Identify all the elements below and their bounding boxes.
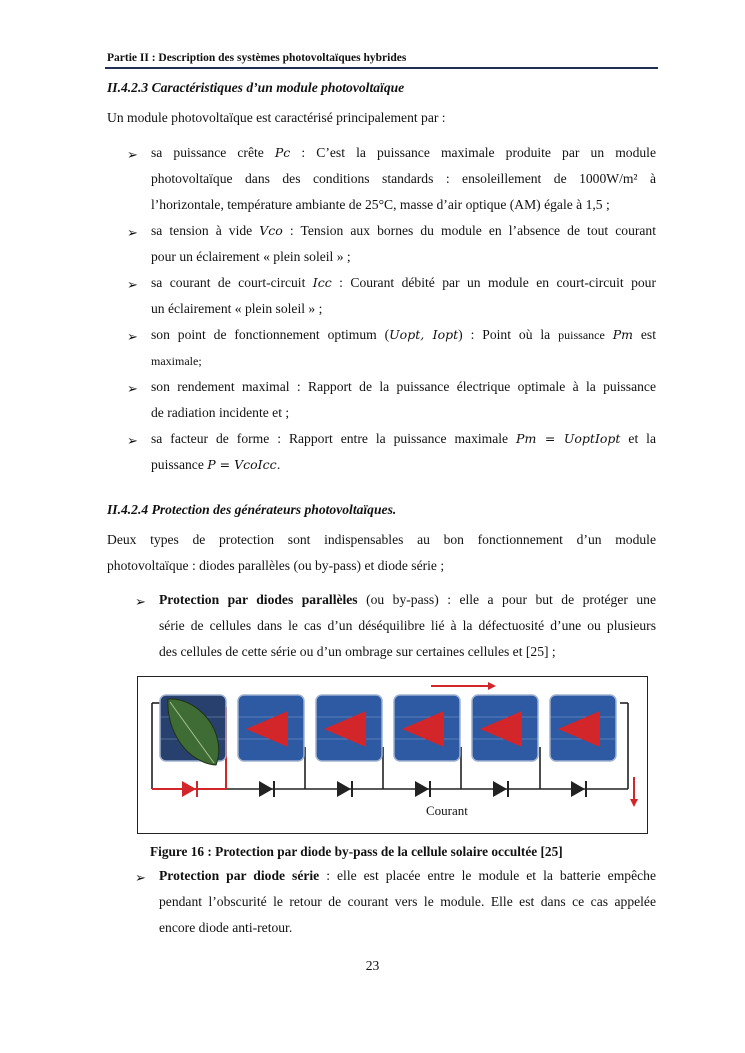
section2-intro: Deux types de protection sont indispensables au bon fonctionnement d’un module photovoltaïque : diodes parallèles (ou by-pass) et diode série ; (107, 532, 656, 573)
page-number: 23 (365, 958, 380, 973)
diode (337, 781, 352, 797)
solar-cells (160, 695, 616, 761)
bullet-arrow-icon: ➢ (127, 147, 138, 162)
list-item-form-factor: sa facteur de forme : Rapport entre la puissance maximale Pm = UoptIopt et la puissance P = VcoIcc. (151, 431, 656, 472)
current-direction-arrow-down (630, 777, 638, 807)
page-header: Partie II : Description des systèmes photovoltaïques hybrides (107, 52, 407, 64)
figure-caption: Figure 16 : Protection par diode by-pass de la cellule solaire occultée [25] (150, 844, 563, 859)
list-item-short-circuit: sa courant de court-circuit Icc : Courant débité par un module en court-circuit pour un éclairement « plein soleil » ; (151, 275, 656, 316)
diode (493, 781, 508, 797)
list-item-optimum-point: son point de fonctionnement optimum (Uopt, Iopt) : Point où la puissance Pm est maximale; (151, 327, 656, 368)
bullet-arrow-icon: ➢ (135, 870, 146, 885)
section-title-protection: II.4.2.4 Protection des générateurs photovoltaïques. (107, 502, 397, 517)
section1-intro: Un module photovoltaïque est caractérisé principalement par : (107, 110, 446, 125)
list-item-peak-power: sa puissance crête Pc : C’est la puissance maximale produite par un module photovoltaïque dans des conditions standards : ensoleillement de 1000W/m² à l’horizontale, température ambiante de 25°C, masse d’air optique (AM) égale à 1,5 ; (151, 145, 656, 212)
list-item-bypass-protection: Protection par diodes parallèles (ou by-pass) : elle a pour but de protéger une série de cellules dans le cas d’un déséquilibre lié à la défectuosité d’une ou plusieurs des cellules de cette série ou d’un ombrage sur certaines cellules et [25] ; (159, 592, 656, 659)
bullet-arrow-icon: ➢ (135, 594, 146, 609)
figure-label-courant: Courant (426, 803, 468, 818)
section-title-characteristics: II.4.2.3 Caractéristiques d’un module photovoltaïque (107, 80, 405, 95)
list-item-open-voltage: sa tension à vide Vco : Tension aux bornes du module en l’absence de tout courant pour un éclairement « plein soleil » ; (151, 223, 657, 264)
list-item-series-diode: Protection par diode série : elle est placée entre le module et la batterie empêche pendant l’obscurité le retour de courant vers le module. Elle est dans ce cas appelée encore diode anti-retour. (159, 868, 656, 935)
bullet-arrow-icon: ➢ (127, 381, 138, 396)
list-item-max-efficiency: son rendement maximal : Rapport de la puissance électrique optimale à la puissance de radiation incidente et ; (151, 379, 656, 420)
bullet-arrow-icon: ➢ (127, 329, 138, 344)
header-rule (105, 67, 658, 69)
cell-grid-lines (160, 717, 616, 739)
bullet-arrow-icon: ➢ (127, 225, 138, 240)
current-direction-arrow-top (431, 682, 496, 690)
diode (415, 781, 430, 797)
diode (571, 781, 586, 797)
figure-bypass-diagram (137, 676, 648, 834)
bypass-diagram-svg (138, 677, 647, 833)
diode-active (182, 781, 197, 797)
diode (259, 781, 274, 797)
bullet-arrow-icon: ➢ (127, 433, 138, 448)
bullet-arrow-icon: ➢ (127, 277, 138, 292)
